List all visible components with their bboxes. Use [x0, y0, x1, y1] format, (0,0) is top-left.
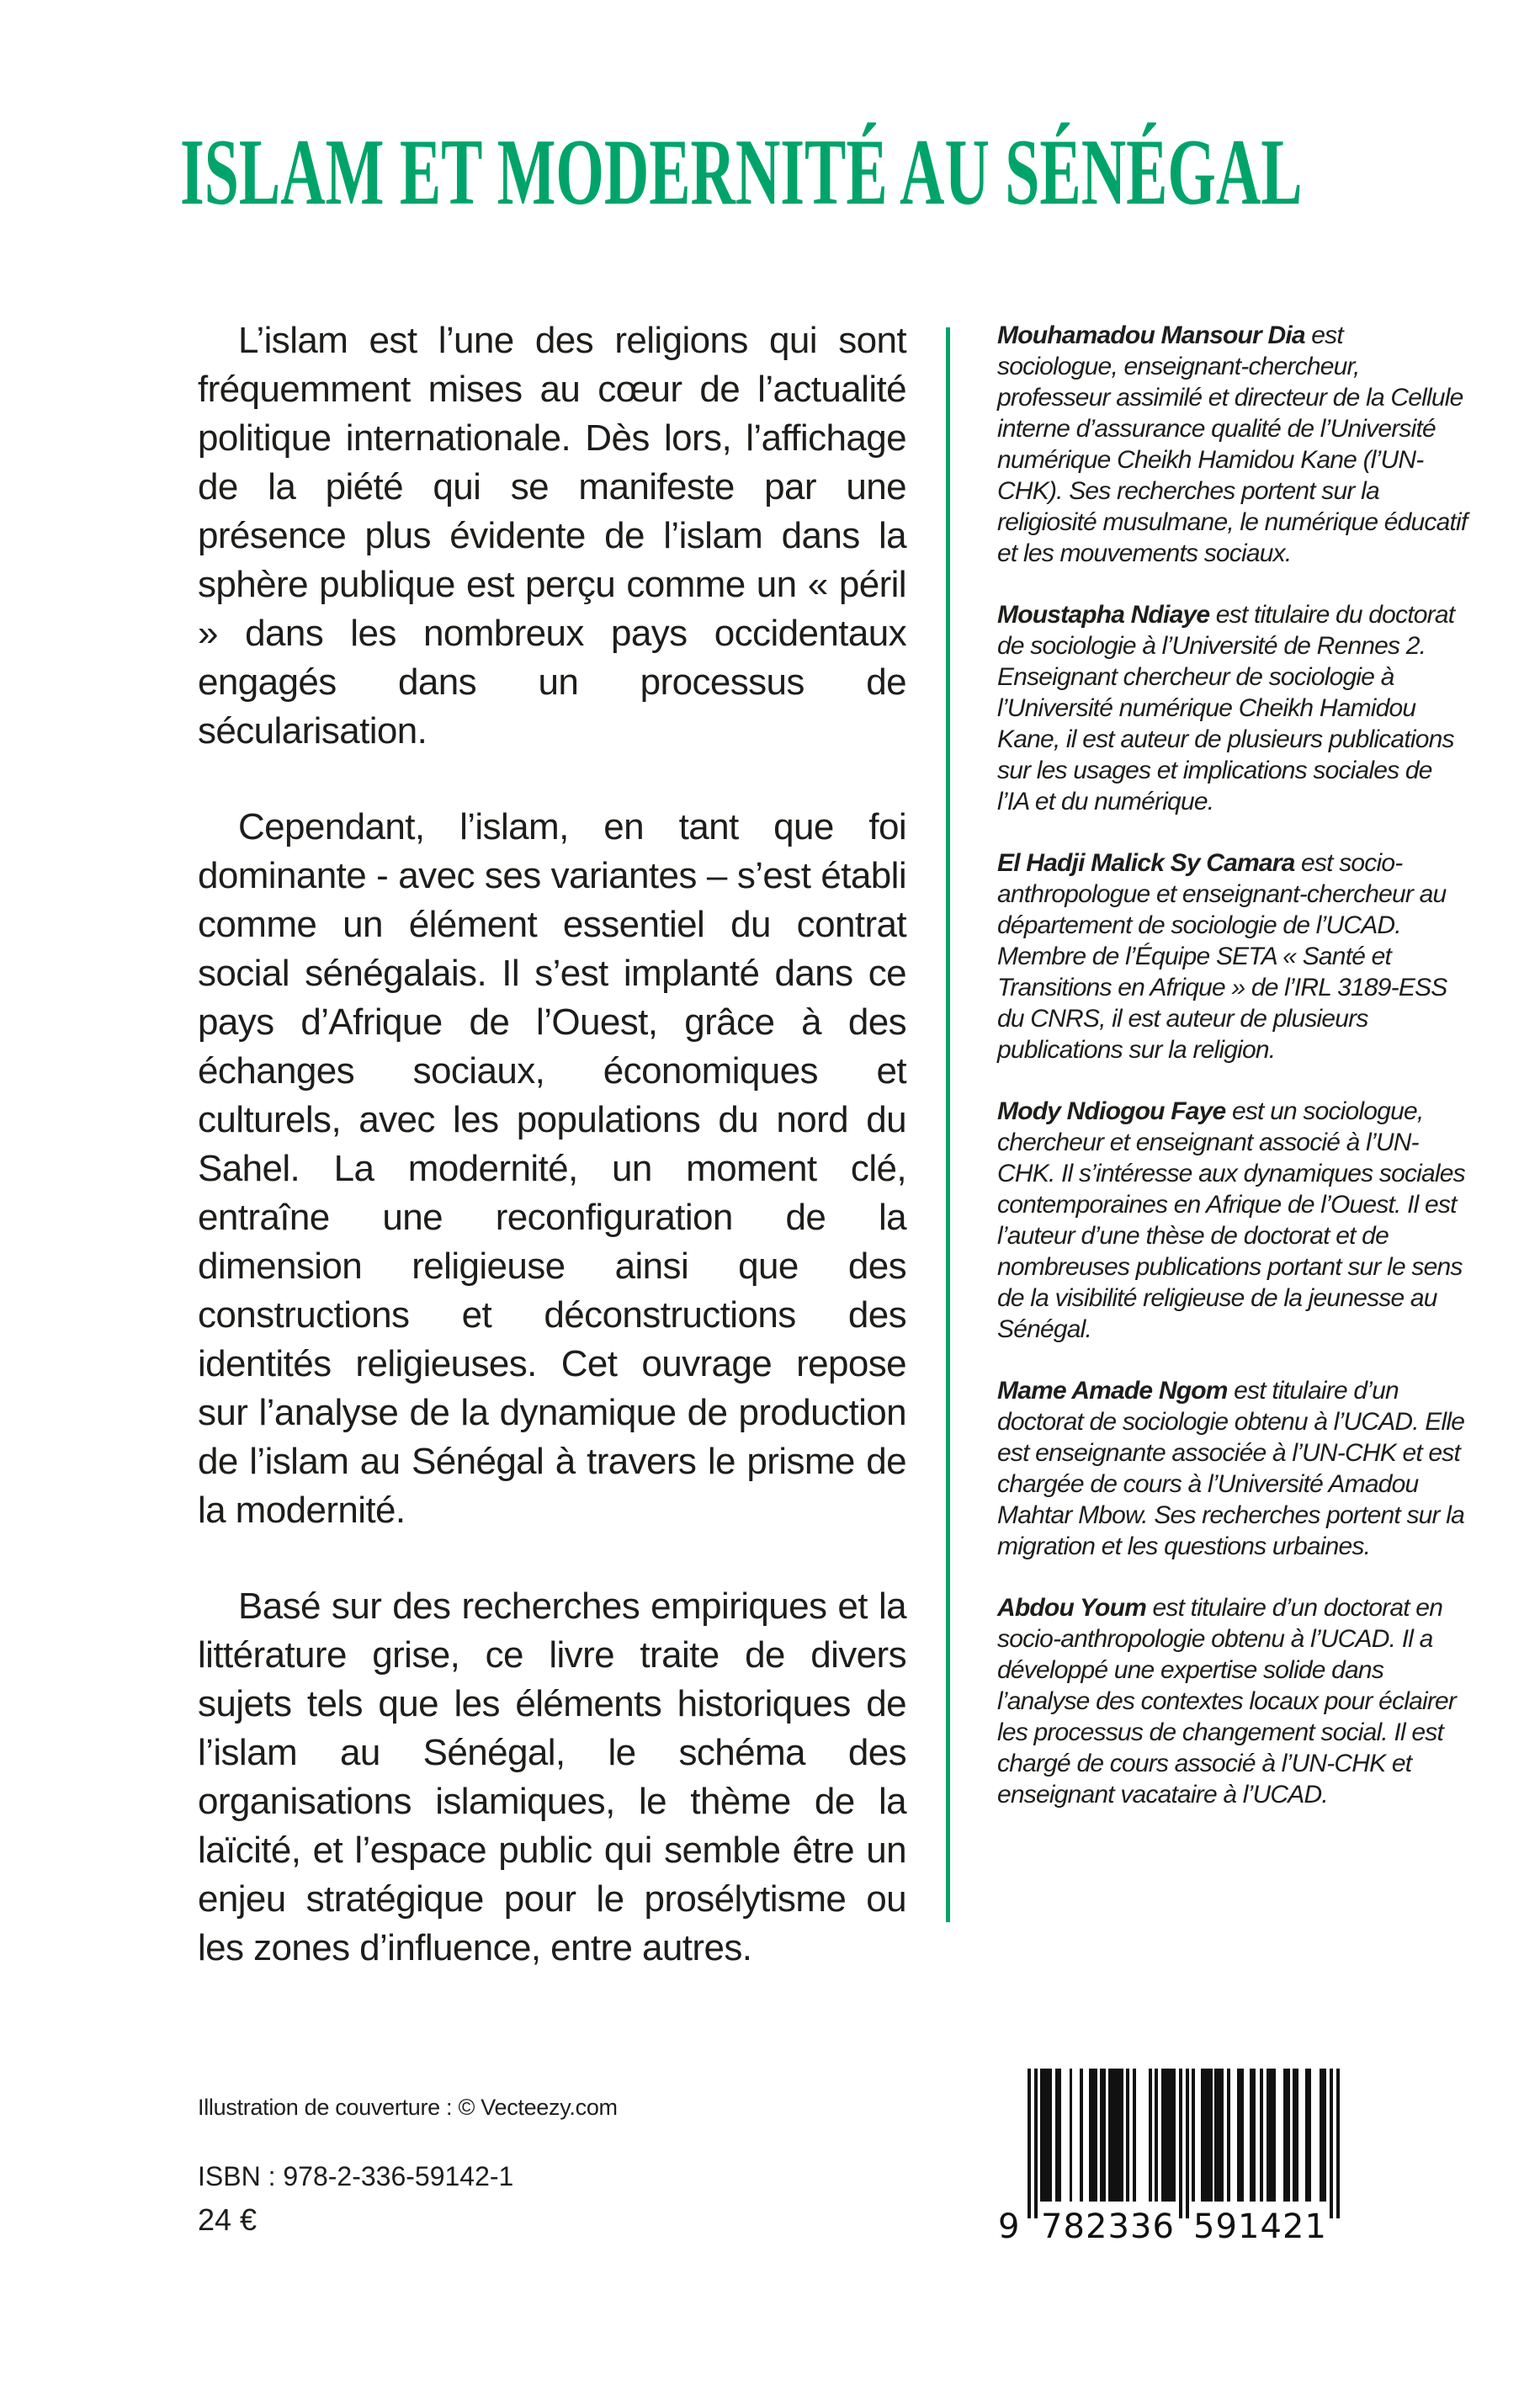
barcode-digit-lead: 9 — [998, 2207, 1020, 2246]
author-bio — [997, 847, 1468, 1065]
author-bio-text: est titulaire d’un doctorat en socio-anthropologie obtenu à l’UCAD. Il a développé une expertise solide dans l’analyse des contextes locaux pour éclairer les processus de changement social. Il est chargé de cours associé à l’UN-CHK et enseignant vacataire à l’UCAD. — [997, 1594, 1457, 1809]
author-name: Abdou Youm — [997, 1594, 1146, 1622]
illustration-credit: Illustration de couverture : © Vecteezy.com — [198, 2095, 618, 2120]
author-name: Mouhamadou Mansour Dia — [997, 321, 1305, 349]
ean13-barcode-icon — [993, 2065, 1346, 2250]
author-name: Mody Ndiogou Faye — [997, 1097, 1226, 1125]
summary-paragraph-1: L’islam est l’une des religions qui sont fréquemment mises au cœur de l’actualité politique internationale. Dès lors, l’affichage de la piété qui se manifeste par une présence plus évidente de l’islam dans la sphère publique est perçu comme un « péril » dans les nombreux pays occidentaux engagés dans un processus de sécularisation. — [198, 320, 906, 752]
summary-paragraph-3: Basé sur des recherches empiriques et la littérature grise, ce livre traite de divers sujets tels que les éléments historiques de l’islam au Sénégal, le schéma des organisations islamiques, le thème de la laïcité, et l’espace public qui semble être un enjeu stratégique pour le prosélytisme ou les zones d’influence, entre autres. — [198, 1586, 906, 1968]
author-bio-text: est sociologue, enseignant-chercheur, professeur assimilé et directeur de la Cellule interne d’assurance qualité de l’Université numérique Cheikh Hamidou Kane (l’UN-CHK). Ses recherches portent sur la religiosité musulmane, le numérique éducatif et les mouvements sociaux. — [997, 321, 1468, 567]
isbn-number: ISBN : 978-2-336-59142-1 — [198, 2161, 514, 2191]
author-name: Mame Amade Ngom — [997, 1377, 1228, 1405]
barcode-digits-left: 782336 — [1041, 2207, 1174, 2246]
author-bio — [997, 1375, 1468, 1562]
barcode-digits-right: 591421 — [1193, 2207, 1326, 2246]
author-bio — [997, 599, 1468, 817]
author-name: El Hadji Malick Sy Camara — [997, 849, 1295, 877]
author-name: Moustapha Ndiaye — [997, 601, 1210, 629]
book-summary — [198, 316, 906, 2020]
author-bio-text: est titulaire d’un doctorat de sociologie obtenu à l’UCAD. Elle est enseignante associée à l’UN-CHK et est chargée de cours à l’Université Amadou Mahtar Mbow. Ses recherches portent sur la migration et les questions urbaines. — [997, 1377, 1465, 1560]
author-bio-text: est titulaire du doctorat de sociologie à l’Université de Rennes 2. Enseignant chercheur de sociologie à l’Université numérique Cheikh Hamidou Kane, il est auteur de plusieurs publications sur les usages et implications sociales de l’IA et du numérique. — [997, 601, 1455, 815]
author-bio — [997, 1096, 1468, 1345]
green-divider-rule — [946, 327, 950, 1922]
summary-paragraph-2: Cependant, l’islam, en tant que foi dominante - avec ses variantes – s’est établi comme un élément essentiel du contrat social sénégalais. Il s’est implanté dans ce pays d’Afrique de l’Ouest, grâce à des échanges sociaux, économiques et culturels, avec les populations du nord du Sahel. La modernité, un moment clé, entraîne une reconfiguration de la dimension religieuse ainsi que des constructions et déconstructions des identités religieuses. Cet ouvrage repose sur l’analyse de la dynamique de production de l’islam au Sénégal à travers le prisme de la modernité. — [198, 806, 906, 1531]
book-title: ISLAM ET MODERNITÉ AU SÉNÉGAL — [180, 120, 1303, 225]
author-bio-text: est un sociologue, chercheur et enseignant associé à l’UN-CHK. Il s’intéresse aux dynamiques sociales contemporaines en Afrique de l’Ouest. Il est l’auteur d’une thèse de doctorat et de nombreuses publications portant sur le sens de la visibilité religieuse de la jeunesse au Sénégal. — [997, 1097, 1465, 1343]
author-bio-text: est socio-anthropologue et enseignant-chercheur au département de sociologie de l’UCAD. Membre de l’Équipe SETA « Santé et Transitions en Afrique » de l’IRL 3189-ESS du CNRS, il est auteur de plusieurs publications sur la religion. — [997, 849, 1447, 1064]
price-label: 24 € — [198, 2202, 258, 2237]
author-bios — [997, 320, 1468, 1841]
author-bio — [997, 320, 1468, 569]
author-bio — [997, 1592, 1468, 1810]
